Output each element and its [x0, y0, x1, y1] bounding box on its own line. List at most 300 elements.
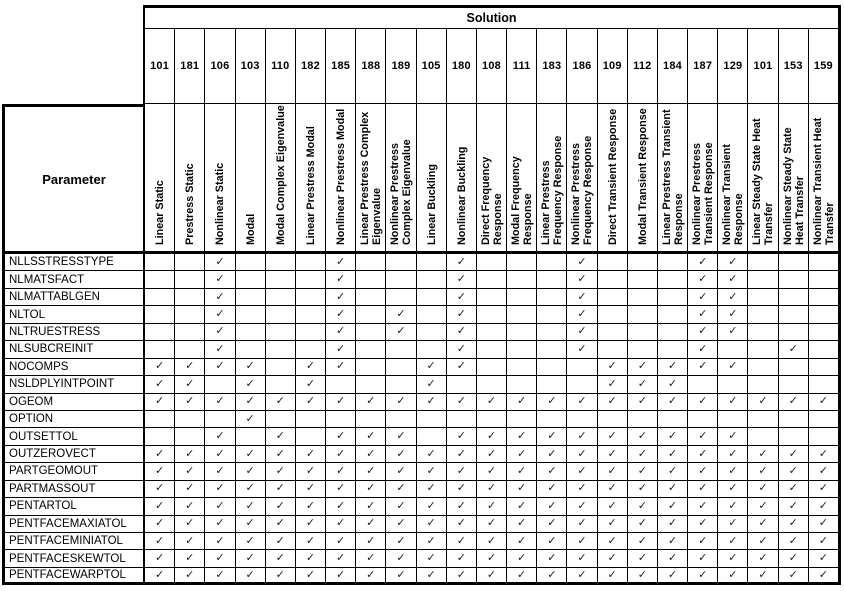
- empty-cell: [567, 376, 597, 393]
- empty-cell: [477, 289, 507, 306]
- check-icon: ✓: [396, 517, 406, 530]
- empty-cell: [296, 254, 326, 271]
- check-cell: [417, 359, 447, 376]
- check-icon: ✓: [577, 482, 587, 495]
- check-cell: [718, 306, 748, 323]
- check-icon: ✓: [305, 517, 316, 530]
- empty-cell: [507, 271, 537, 288]
- check-cell: [688, 550, 718, 567]
- check-cell: [175, 568, 205, 585]
- check-icon: ✓: [728, 568, 738, 581]
- check-cell: [205, 289, 235, 306]
- check-cell: [809, 533, 841, 550]
- check-icon: ✓: [245, 412, 255, 425]
- check-cell: [779, 481, 809, 498]
- check-icon: ✓: [607, 464, 617, 477]
- check-icon: ✓: [607, 552, 617, 565]
- check-icon: ✓: [547, 517, 557, 530]
- check-icon: ✓: [698, 325, 708, 338]
- empty-cell: [809, 289, 841, 306]
- check-icon: ✓: [336, 534, 346, 547]
- check-icon: ✓: [215, 430, 225, 443]
- check-icon: ✓: [336, 255, 346, 268]
- empty-cell: [567, 359, 597, 376]
- check-icon: ✓: [456, 447, 466, 460]
- empty-cell: [658, 254, 688, 271]
- check-icon: ✓: [788, 447, 798, 460]
- check-icon: ✓: [788, 395, 798, 408]
- check-icon: ✓: [818, 395, 828, 408]
- check-cell: [386, 516, 416, 533]
- check-cell: [748, 463, 778, 480]
- empty-cell: [598, 254, 628, 271]
- solution-number-cell: 101: [145, 29, 175, 104]
- check-cell: [658, 376, 688, 393]
- empty-cell: [417, 289, 447, 306]
- check-cell: [537, 394, 567, 411]
- check-cell: [537, 481, 567, 498]
- check-cell: [266, 428, 296, 445]
- check-cell: [417, 446, 447, 463]
- check-icon: ✓: [396, 430, 406, 443]
- check-icon: ✓: [154, 360, 165, 373]
- check-cell: [175, 550, 205, 567]
- check-icon: ✓: [396, 447, 406, 460]
- check-cell: [205, 550, 235, 567]
- check-cell: [205, 481, 235, 498]
- check-cell: [175, 463, 205, 480]
- check-icon: ✓: [275, 447, 285, 460]
- check-icon: ✓: [547, 568, 557, 581]
- parameter-row: [2, 341, 841, 358]
- check-icon: ✓: [185, 395, 195, 408]
- check-cell: [718, 533, 748, 550]
- check-cell: [266, 481, 296, 498]
- check-icon: ✓: [517, 552, 527, 565]
- empty-cell: [658, 271, 688, 288]
- check-cell: [507, 481, 537, 498]
- check-cell: [598, 481, 628, 498]
- check-cell: [688, 254, 718, 271]
- check-icon: ✓: [698, 273, 708, 286]
- empty-cell: [266, 271, 296, 288]
- check-cell: [205, 324, 235, 341]
- check-icon: ✓: [728, 517, 738, 530]
- check-icon: ✓: [426, 499, 436, 512]
- empty-cell: [266, 359, 296, 376]
- empty-cell: [537, 324, 567, 341]
- check-icon: ✓: [426, 482, 436, 495]
- check-icon: ✓: [728, 552, 738, 565]
- check-icon: ✓: [788, 342, 798, 355]
- check-cell: [567, 394, 597, 411]
- solution-number-cell: 184: [658, 29, 688, 104]
- check-cell: [145, 359, 175, 376]
- check-icon: ✓: [577, 534, 587, 547]
- check-icon: ✓: [728, 464, 738, 477]
- check-cell: [386, 306, 416, 323]
- solution-label-cell: [175, 104, 205, 254]
- check-icon: ✓: [456, 255, 466, 268]
- check-icon: ✓: [758, 447, 768, 460]
- empty-cell: [809, 359, 841, 376]
- check-icon: ✓: [698, 534, 708, 547]
- empty-cell: [266, 254, 296, 271]
- check-cell: [718, 516, 748, 533]
- check-cell: [779, 568, 809, 585]
- empty-cell: [175, 254, 205, 271]
- parameter-name: PENTFACESKEWTOL: [2, 550, 145, 567]
- empty-cell: [748, 306, 778, 323]
- check-icon: ✓: [698, 360, 708, 373]
- check-cell: [507, 394, 537, 411]
- check-icon: ✓: [336, 499, 346, 512]
- check-icon: ✓: [517, 482, 527, 495]
- check-cell: [175, 376, 205, 393]
- check-cell: [417, 498, 447, 515]
- check-icon: ✓: [154, 395, 165, 408]
- check-cell: [598, 446, 628, 463]
- check-icon: ✓: [366, 430, 376, 443]
- check-icon: ✓: [728, 534, 738, 547]
- check-icon: ✓: [215, 568, 225, 581]
- solution-number-cell: 182: [296, 29, 326, 104]
- check-cell: [567, 446, 597, 463]
- check-icon: ✓: [698, 568, 708, 581]
- solution-number-cell: 112: [628, 29, 658, 104]
- check-icon: ✓: [154, 552, 165, 565]
- solution-label-cell: [236, 104, 266, 254]
- check-cell: [628, 463, 658, 480]
- empty-cell: [417, 254, 447, 271]
- check-icon: ✓: [456, 360, 466, 373]
- empty-cell: [296, 428, 326, 445]
- empty-cell: [628, 324, 658, 341]
- check-cell: [507, 550, 537, 567]
- check-cell: [718, 289, 748, 306]
- check-cell: [567, 568, 597, 585]
- empty-cell: [145, 289, 175, 306]
- check-cell: [326, 359, 356, 376]
- empty-cell: [598, 324, 628, 341]
- check-icon: ✓: [788, 552, 798, 565]
- empty-cell: [447, 411, 477, 428]
- check-cell: [326, 498, 356, 515]
- check-cell: [236, 481, 266, 498]
- check-cell: [266, 550, 296, 567]
- check-cell: [628, 359, 658, 376]
- check-cell: [779, 550, 809, 567]
- solution-parameter-matrix: [2, 5, 841, 585]
- parameter-row: [2, 359, 841, 376]
- check-icon: ✓: [698, 395, 708, 408]
- check-cell: [447, 550, 477, 567]
- check-cell: [145, 550, 175, 567]
- solution-label-cell: [688, 104, 718, 254]
- empty-cell: [175, 428, 205, 445]
- check-icon: ✓: [366, 534, 376, 547]
- solution-number-cell: 129: [718, 29, 748, 104]
- check-icon: ✓: [215, 534, 225, 547]
- check-icon: ✓: [637, 395, 647, 408]
- solution-label: Nonlinear Prestress Complex Eigenvalue: [388, 139, 413, 245]
- check-cell: [537, 498, 567, 515]
- check-icon: ✓: [185, 534, 195, 547]
- check-icon: ✓: [577, 273, 587, 286]
- solution-number-cell: 183: [537, 29, 567, 104]
- check-cell: [145, 446, 175, 463]
- parameter-row: [2, 376, 841, 393]
- check-cell: [356, 446, 386, 463]
- check-cell: [296, 516, 326, 533]
- check-cell: [145, 376, 175, 393]
- check-cell: [296, 568, 326, 585]
- check-icon: ✓: [667, 568, 678, 581]
- check-icon: ✓: [305, 482, 316, 495]
- check-icon: ✓: [215, 517, 225, 530]
- check-cell: [236, 516, 266, 533]
- check-cell: [417, 394, 447, 411]
- check-cell: [386, 568, 416, 585]
- check-icon: ✓: [667, 534, 678, 547]
- solution-label-cell: [718, 104, 748, 254]
- check-cell: [658, 428, 688, 445]
- table-body: [2, 254, 841, 585]
- check-icon: ✓: [517, 395, 527, 408]
- check-icon: ✓: [637, 499, 647, 512]
- solution-label-cell: [658, 104, 688, 254]
- check-cell: [567, 428, 597, 445]
- empty-cell: [417, 306, 447, 323]
- empty-cell: [175, 341, 205, 358]
- check-cell: [145, 498, 175, 515]
- empty-cell: [236, 324, 266, 341]
- check-icon: ✓: [667, 464, 678, 477]
- check-icon: ✓: [426, 568, 436, 581]
- solution-label-cell: [356, 104, 386, 254]
- check-cell: [205, 428, 235, 445]
- check-cell: [658, 516, 688, 533]
- check-icon: ✓: [728, 273, 738, 286]
- parameter-name: NLMATSFACT: [2, 271, 145, 288]
- check-cell: [236, 550, 266, 567]
- check-icon: ✓: [456, 430, 466, 443]
- check-icon: ✓: [336, 430, 346, 443]
- check-cell: [356, 428, 386, 445]
- solution-label: Prestress Static: [183, 163, 196, 245]
- check-icon: ✓: [456, 568, 466, 581]
- check-icon: ✓: [426, 552, 436, 565]
- parameter-row: [2, 271, 841, 288]
- check-icon: ✓: [366, 568, 376, 581]
- check-icon: ✓: [245, 395, 255, 408]
- check-cell: [688, 306, 718, 323]
- check-cell: [326, 428, 356, 445]
- check-cell: [658, 550, 688, 567]
- check-icon: ✓: [366, 552, 376, 565]
- check-icon: ✓: [818, 499, 828, 512]
- check-cell: [688, 394, 718, 411]
- check-icon: ✓: [336, 517, 346, 530]
- empty-cell: [537, 341, 567, 358]
- check-icon: ✓: [728, 482, 738, 495]
- check-cell: [688, 271, 718, 288]
- empty-cell: [477, 341, 507, 358]
- check-cell: [266, 568, 296, 585]
- check-icon: ✓: [426, 377, 436, 390]
- check-cell: [236, 498, 266, 515]
- empty-cell: [748, 428, 778, 445]
- check-icon: ✓: [215, 482, 225, 495]
- empty-cell: [356, 271, 386, 288]
- check-icon: ✓: [215, 273, 225, 286]
- check-cell: [477, 428, 507, 445]
- check-icon: ✓: [275, 517, 285, 530]
- parameter-row: [2, 568, 841, 585]
- solution-label-cell: [296, 104, 326, 254]
- check-icon: ✓: [486, 464, 497, 477]
- check-cell: [748, 481, 778, 498]
- solution-label: Linear Prestress Frequency Response: [539, 135, 564, 245]
- check-icon: ✓: [456, 290, 466, 303]
- solution-label-cell: [507, 104, 537, 254]
- check-cell: [296, 446, 326, 463]
- check-icon: ✓: [637, 517, 647, 530]
- solution-label: Nonlinear Prestress Modal: [334, 108, 347, 245]
- empty-cell: [779, 324, 809, 341]
- check-cell: [779, 516, 809, 533]
- empty-cell: [266, 341, 296, 358]
- check-cell: [477, 568, 507, 585]
- check-icon: ✓: [215, 499, 225, 512]
- check-icon: ✓: [788, 568, 798, 581]
- check-icon: ✓: [667, 482, 678, 495]
- check-icon: ✓: [185, 377, 195, 390]
- check-cell: [718, 463, 748, 480]
- check-icon: ✓: [456, 273, 466, 286]
- check-cell: [718, 271, 748, 288]
- solution-label: Nonlinear Static: [213, 162, 226, 245]
- solution-number-cell: 110: [266, 29, 296, 104]
- solution-label-cell: [748, 104, 778, 254]
- empty-cell: [356, 289, 386, 306]
- check-icon: ✓: [366, 447, 376, 460]
- check-cell: [537, 428, 567, 445]
- check-cell: [326, 324, 356, 341]
- empty-cell: [779, 271, 809, 288]
- check-cell: [447, 428, 477, 445]
- check-icon: ✓: [517, 517, 527, 530]
- empty-cell: [658, 306, 688, 323]
- check-cell: [356, 568, 386, 585]
- empty-cell: [809, 324, 841, 341]
- check-icon: ✓: [305, 395, 316, 408]
- check-icon: ✓: [426, 395, 436, 408]
- check-icon: ✓: [245, 517, 255, 530]
- solution-label: Linear Prestress Transient Response: [660, 109, 685, 245]
- empty-cell: [175, 411, 205, 428]
- check-icon: ✓: [275, 552, 285, 565]
- solution-label: Linear Prestress Complex Eigenvalue: [358, 111, 383, 245]
- check-cell: [236, 568, 266, 585]
- check-cell: [205, 394, 235, 411]
- check-cell: [205, 516, 235, 533]
- check-cell: [205, 306, 235, 323]
- check-cell: [748, 516, 778, 533]
- check-icon: ✓: [336, 325, 346, 338]
- solution-label: Linear Static: [153, 180, 166, 245]
- empty-cell: [296, 324, 326, 341]
- empty-cell: [417, 341, 447, 358]
- empty-cell: [477, 254, 507, 271]
- check-cell: [567, 533, 597, 550]
- empty-cell: [296, 411, 326, 428]
- check-cell: [658, 394, 688, 411]
- check-icon: ✓: [547, 395, 557, 408]
- empty-cell: [598, 289, 628, 306]
- check-icon: ✓: [547, 447, 557, 460]
- parameter-row: [2, 324, 841, 341]
- empty-cell: [688, 376, 718, 393]
- empty-cell: [507, 359, 537, 376]
- check-cell: [809, 481, 841, 498]
- check-icon: ✓: [275, 430, 285, 443]
- check-icon: ✓: [607, 534, 617, 547]
- parameter-name: NLTRUESTRESS: [2, 324, 145, 341]
- check-cell: [175, 498, 205, 515]
- check-icon: ✓: [366, 517, 376, 530]
- empty-cell: [417, 428, 447, 445]
- check-icon: ✓: [547, 482, 557, 495]
- parameter-row: [2, 481, 841, 498]
- check-icon: ✓: [637, 552, 647, 565]
- solution-number-cell: 189: [386, 29, 416, 104]
- empty-cell: [356, 254, 386, 271]
- check-icon: ✓: [788, 482, 798, 495]
- check-cell: [567, 498, 597, 515]
- check-cell: [326, 394, 356, 411]
- check-icon: ✓: [396, 325, 406, 338]
- check-cell: [598, 376, 628, 393]
- check-icon: ✓: [486, 499, 497, 512]
- parameter-row: [2, 428, 841, 445]
- parameter-name: OGEOM: [2, 394, 145, 411]
- solution-number-cell: 159: [809, 29, 841, 104]
- check-icon: ✓: [426, 447, 436, 460]
- empty-cell: [748, 359, 778, 376]
- solution-label-cell: [537, 104, 567, 254]
- check-cell: [628, 376, 658, 393]
- empty-cell: [386, 341, 416, 358]
- check-icon: ✓: [275, 464, 285, 477]
- empty-cell: [779, 428, 809, 445]
- check-icon: ✓: [275, 568, 285, 581]
- empty-cell: [266, 411, 296, 428]
- check-cell: [779, 394, 809, 411]
- empty-cell: [537, 289, 567, 306]
- check-icon: ✓: [637, 464, 647, 477]
- empty-cell: [266, 289, 296, 306]
- check-cell: [386, 481, 416, 498]
- check-cell: [628, 446, 658, 463]
- check-cell: [417, 568, 447, 585]
- check-icon: ✓: [517, 447, 527, 460]
- empty-cell: [477, 411, 507, 428]
- check-cell: [507, 516, 537, 533]
- parameter-row: [2, 289, 841, 306]
- check-cell: [598, 550, 628, 567]
- check-icon: ✓: [336, 395, 346, 408]
